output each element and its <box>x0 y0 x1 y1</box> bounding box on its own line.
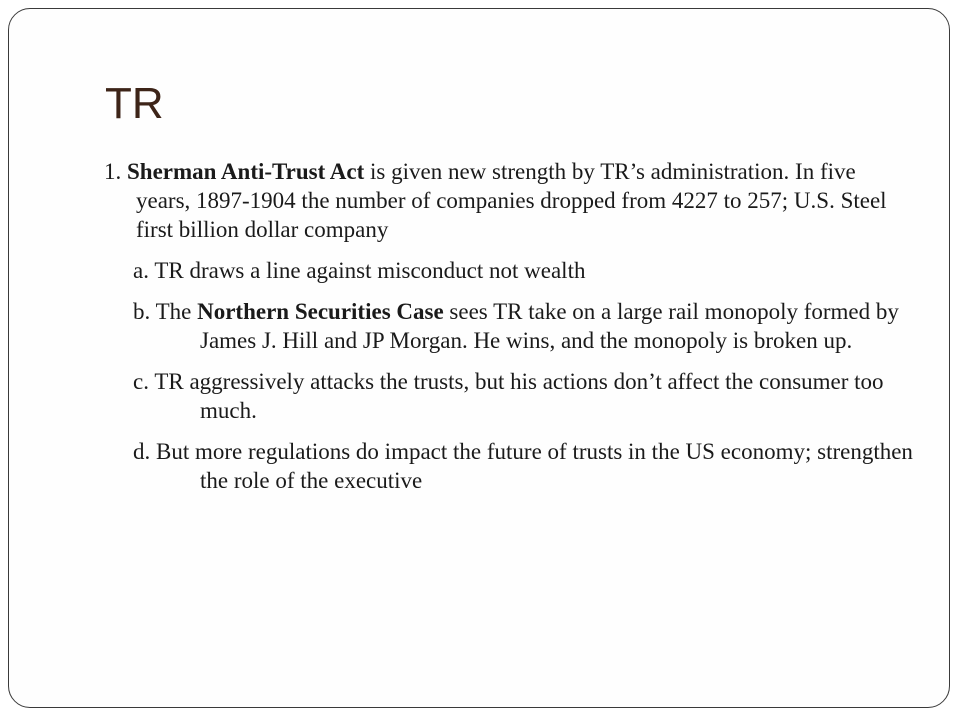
subpoint-b-bold-term: Northern Securities Case <box>197 299 444 324</box>
slide-content <box>104 157 914 495</box>
subpoint-b <box>104 297 914 355</box>
subpoint-b-text: sees TR take on a large rail monopoly formed by James J. Hill and JP Morgan. He wins, and the monopoly is broken up. <box>200 299 899 353</box>
subpoint-d-text: But more regulations do impact the future of trusts in the US economy; strengthen the role of the executive <box>156 439 913 493</box>
subpoint-b-marker: b. <box>133 299 151 324</box>
subpoint-c-text: TR aggressively attacks the trusts, but his actions don’t affect the consumer too much. <box>154 369 884 423</box>
slide-title: TR <box>105 79 164 128</box>
point-1-text: is given new strength by TR’s administration. In five years, 1897-1904 the number of companies dropped from 4227 to 257; U.S. Steel first billion dollar company <box>136 159 887 242</box>
subpoint-d-marker: d. <box>133 439 151 464</box>
subpoint-a <box>104 256 914 285</box>
subpoint-b-pre: The <box>155 299 192 324</box>
subpoint-a-text: TR draws a line against misconduct not wealth <box>154 258 586 283</box>
subpoint-c-marker: c. <box>133 369 149 394</box>
point-1 <box>104 157 914 244</box>
subpoint-a-marker: a. <box>133 258 149 283</box>
point-1-number: 1. <box>104 159 122 184</box>
subpoint-d <box>104 437 914 495</box>
subpoint-c <box>104 367 914 425</box>
point-1-bold-term: Sherman Anti-Trust Act <box>127 159 365 184</box>
